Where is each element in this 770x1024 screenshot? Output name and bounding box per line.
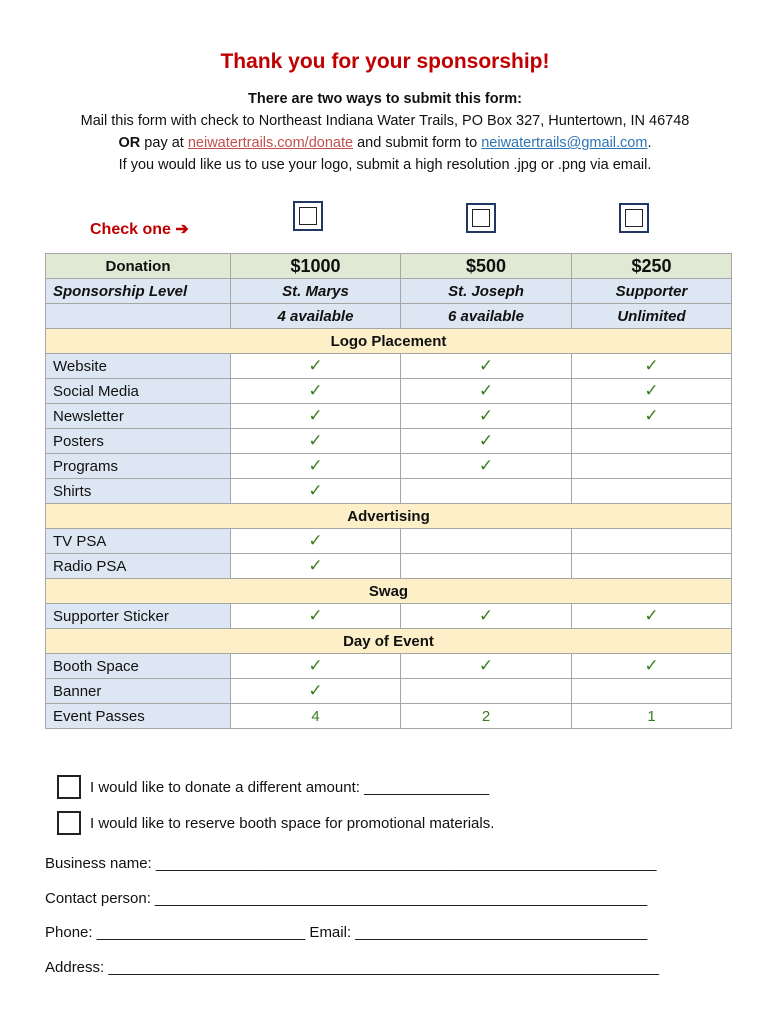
check-icon: ✓ — [231, 454, 401, 479]
table-row — [46, 554, 732, 579]
phone-email-field[interactable]: Phone: _________________________ Email: ___________________________________ — [45, 924, 648, 941]
check-icon: ✓ — [401, 454, 572, 479]
row-label: Programs — [46, 454, 231, 479]
passes-1000: 4 — [231, 704, 401, 729]
tier-500-checkbox[interactable] — [466, 203, 496, 233]
empty-cell — [572, 454, 732, 479]
address-field[interactable]: Address: __________________________________________________________________ — [45, 959, 659, 976]
availability-label — [46, 304, 231, 329]
section-logo-placement: Logo Placement — [46, 329, 732, 354]
row-label: Newsletter — [46, 404, 231, 429]
table-row — [46, 429, 732, 454]
check-icon: ✓ — [231, 654, 401, 679]
empty-cell — [401, 554, 572, 579]
or-label: OR — [118, 135, 141, 151]
check-icon: ✓ — [231, 529, 401, 554]
check-icon: ✓ — [572, 354, 732, 379]
table-row — [46, 654, 732, 679]
check-icon: ✓ — [401, 354, 572, 379]
submit-to-text: and submit form to — [353, 135, 482, 151]
tier-1000-checkbox[interactable] — [293, 201, 323, 231]
empty-cell — [572, 529, 732, 554]
reserve-booth-checkbox[interactable] — [57, 811, 81, 835]
section-advertising: Advertising — [46, 504, 732, 529]
check-icon: ✓ — [231, 679, 401, 704]
avail-500: 6 available — [401, 304, 572, 329]
empty-cell — [401, 679, 572, 704]
avail-250: Unlimited — [572, 304, 732, 329]
section-day-of-event: Day of Event — [46, 629, 732, 654]
check-icon: ✓ — [231, 604, 401, 629]
sponsorship-table — [45, 253, 732, 729]
donation-label: Donation — [46, 254, 231, 279]
donate-other-checkbox[interactable] — [57, 775, 81, 799]
empty-cell — [572, 554, 732, 579]
empty-cell — [401, 529, 572, 554]
check-icon: ✓ — [401, 404, 572, 429]
level-1000: St. Marys — [231, 279, 401, 304]
period: . — [647, 135, 652, 151]
row-label: Booth Space — [46, 654, 231, 679]
table-row — [46, 679, 732, 704]
row-label: Posters — [46, 429, 231, 454]
level-label: Sponsorship Level — [46, 279, 231, 304]
reserve-booth-label: I would like to reserve booth space for promotional materials. — [90, 815, 495, 832]
check-icon: ✓ — [572, 404, 732, 429]
mail-instructions: Mail this form with check to Northeast Indiana Water Trails, PO Box 327, Huntertown, IN 46748 — [80, 113, 690, 129]
check-icon: ✓ — [231, 479, 401, 504]
logo-instructions: If you would like us to use your logo, submit a high resolution .jpg or .png via email. — [118, 157, 652, 173]
check-icon: ✓ — [231, 404, 401, 429]
check-icon: ✓ — [572, 379, 732, 404]
pay-online-line — [0, 132, 770, 154]
check-icon: ✓ — [401, 379, 572, 404]
empty-cell — [572, 429, 732, 454]
tier-250-checkbox[interactable] — [619, 203, 649, 233]
check-icon: ✓ — [231, 379, 401, 404]
price-500: $500 — [401, 254, 572, 279]
check-icon: ✓ — [401, 429, 572, 454]
contact-person-field[interactable]: Contact person: ___________________________________________________________ — [45, 890, 648, 907]
row-label: Shirts — [46, 479, 231, 504]
row-label: TV PSA — [46, 529, 231, 554]
row-label: Website — [46, 354, 231, 379]
empty-cell — [401, 479, 572, 504]
table-row — [46, 604, 732, 629]
business-name-field[interactable]: Business name: ____________________________________________________________ — [45, 855, 657, 872]
table-row — [46, 479, 732, 504]
table-row — [46, 379, 732, 404]
instructions-subtitle: There are two ways to submit this form: — [248, 91, 522, 107]
row-label: Event Passes — [46, 704, 231, 729]
price-1000: $1000 — [231, 254, 401, 279]
availability-row — [46, 304, 732, 329]
check-icon: ✓ — [572, 604, 732, 629]
check-icon: ✓ — [231, 354, 401, 379]
row-label: Supporter Sticker — [46, 604, 231, 629]
table-row — [46, 529, 732, 554]
level-250: Supporter — [572, 279, 732, 304]
level-500: St. Joseph — [401, 279, 572, 304]
check-one-label: Check one ➔ — [90, 221, 189, 238]
instructions — [0, 88, 770, 176]
donate-other-label: I would like to donate a different amount: _______________ — [90, 779, 490, 796]
passes-250: 1 — [572, 704, 732, 729]
check-icon: ✓ — [401, 604, 572, 629]
check-icon: ✓ — [231, 429, 401, 454]
table-row — [46, 354, 732, 379]
check-icon: ✓ — [401, 654, 572, 679]
page-title: Thank you for your sponsorship! — [220, 50, 550, 73]
empty-cell — [572, 679, 732, 704]
avail-1000: 4 available — [231, 304, 401, 329]
table-row — [46, 704, 732, 729]
table-row — [46, 454, 732, 479]
passes-500: 2 — [401, 704, 572, 729]
row-label: Radio PSA — [46, 554, 231, 579]
level-row — [46, 279, 732, 304]
section-swag: Swag — [46, 579, 732, 604]
check-icon: ✓ — [572, 654, 732, 679]
donation-row — [46, 254, 732, 279]
empty-cell — [572, 479, 732, 504]
row-label: Social Media — [46, 379, 231, 404]
price-250: $250 — [572, 254, 732, 279]
check-icon: ✓ — [231, 554, 401, 579]
pay-at-text: pay at — [140, 135, 188, 151]
table-row — [46, 404, 732, 429]
email-link[interactable]: neiwatertrails@gmail.com — [481, 135, 648, 151]
donate-link[interactable]: neiwatertrails.com/donate — [187, 135, 354, 151]
row-label: Banner — [46, 679, 231, 704]
